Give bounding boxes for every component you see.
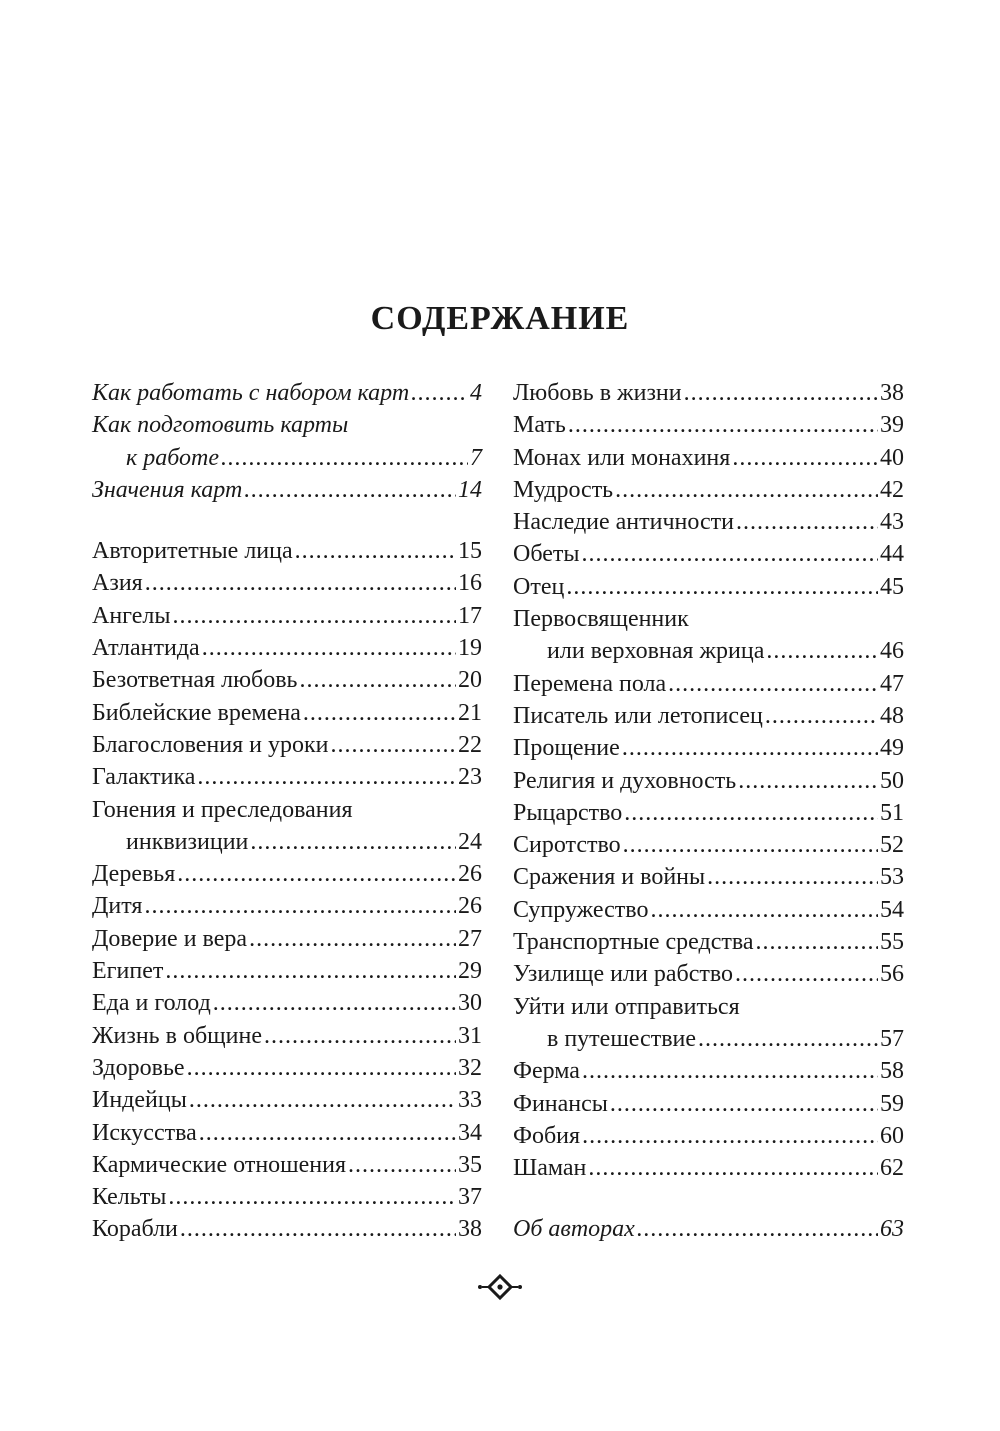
toc-entry-label: инквизиции — [126, 828, 249, 855]
toc-page-number: 51 — [880, 799, 904, 826]
toc-entry — [513, 829, 904, 861]
toc-dot-leader — [168, 1181, 456, 1213]
toc-page-number: 39 — [880, 412, 904, 439]
toc-dot-leader — [172, 600, 456, 632]
toc-dot-leader — [615, 474, 878, 506]
toc-entry-label: Кармические отношения — [92, 1151, 347, 1178]
toc-entry-label: Здоровье — [92, 1054, 185, 1081]
toc-entry-label: Гонения и преследования — [92, 796, 353, 823]
toc-entry-label: к работе — [126, 444, 219, 471]
toc-page-number: 22 — [458, 731, 482, 758]
toc-entry — [92, 858, 482, 890]
toc-dot-leader — [582, 1055, 878, 1087]
toc-entry-label: Еда и голод — [92, 990, 211, 1017]
toc-entry — [92, 1117, 482, 1149]
toc-entry — [513, 765, 904, 797]
toc-page-number: 62 — [880, 1155, 904, 1182]
toc-page-number: 50 — [880, 767, 904, 794]
toc-entry-label: Перемена пола — [513, 670, 667, 697]
toc-page-number: 57 — [880, 1025, 904, 1052]
toc-entry-heading — [92, 794, 482, 826]
toc-page-number: 38 — [458, 1216, 482, 1243]
toc-entry — [92, 1052, 482, 1084]
toc-entry-label: Транспортные средства — [513, 929, 754, 956]
toc-entry — [92, 1084, 482, 1116]
toc-entry-label: Жизнь в общине — [92, 1022, 262, 1049]
toc-dot-leader — [588, 1152, 878, 1184]
toc-entry-label: Финансы — [513, 1090, 608, 1117]
toc-entry — [92, 664, 482, 696]
toc-dot-leader — [650, 894, 878, 926]
toc-dot-leader — [738, 765, 878, 797]
toc-page-number: 46 — [880, 638, 904, 665]
toc-entry-label: Кельты — [92, 1184, 167, 1211]
toc-page-number: 44 — [880, 541, 904, 568]
toc-dot-leader — [684, 377, 878, 409]
toc-entry — [92, 761, 482, 793]
toc-entry-label: Как работать с набором карт — [92, 380, 410, 406]
toc-page-number: 4 — [470, 380, 482, 406]
toc-entry — [92, 535, 482, 567]
toc-entry — [513, 409, 904, 441]
toc-page-number: 49 — [880, 735, 904, 762]
toc-page-number: 38 — [880, 380, 904, 406]
toc-page-number: 26 — [458, 893, 482, 920]
toc-page-number: 45 — [880, 573, 904, 600]
toc-page-number: 19 — [458, 635, 482, 662]
toc-entry-label: Сиротство — [513, 832, 621, 859]
toc-entry-label: в путешествие — [547, 1025, 697, 1052]
toc-dot-leader — [221, 442, 468, 474]
toc-dot-leader — [736, 506, 878, 538]
toc-entry — [92, 1213, 482, 1245]
toc-entry — [513, 538, 904, 570]
toc-entry-label: Искусства — [92, 1119, 197, 1146]
toc-page-number: 30 — [458, 990, 482, 1017]
toc-entry — [513, 1023, 904, 1055]
toc-entry-heading — [92, 409, 482, 441]
toc-page-number: 40 — [880, 444, 904, 471]
toc-page-number: 63 — [880, 1216, 904, 1243]
toc-page-number: 7 — [470, 444, 482, 471]
toc-dot-leader — [348, 1149, 456, 1181]
toc-column-right — [513, 377, 904, 1246]
toc-entry-label: Первосвященник — [513, 606, 689, 633]
toc-entry-label: Уйти или отправиться — [513, 993, 740, 1020]
toc-entry — [92, 1181, 482, 1213]
toc-entry — [92, 377, 482, 409]
toc-page-number: 47 — [880, 670, 904, 697]
toc-entry-label: Благословения и уроки — [92, 731, 329, 758]
toc-page-number: 31 — [458, 1022, 482, 1049]
toc-entry-label: Сражения и войны — [513, 864, 706, 891]
toc-page-number: 53 — [880, 864, 904, 891]
toc-dot-leader — [756, 926, 878, 958]
toc-dot-leader — [145, 567, 456, 599]
toc-dot-leader — [765, 700, 878, 732]
toc-entry-label: Индейцы — [92, 1087, 187, 1114]
toc-page-number: 52 — [880, 832, 904, 859]
toc-entry — [513, 1152, 904, 1184]
toc-entry-label: Наследие античности — [513, 509, 734, 536]
toc-entry — [513, 442, 904, 474]
toc-column-left — [92, 377, 482, 1246]
toc-page-number: 55 — [880, 929, 904, 956]
toc-entry — [92, 955, 482, 987]
toc-dot-leader — [622, 732, 878, 764]
toc-page-number: 24 — [458, 828, 482, 855]
toc-entry-label: Доверие и вера — [92, 925, 248, 952]
toc-entry-label: Супружество — [513, 896, 649, 923]
toc-entry-label: Отец — [513, 573, 565, 600]
toc-dot-leader — [264, 1020, 456, 1052]
toc-dot-leader — [300, 664, 457, 696]
toc-entry — [513, 571, 904, 603]
toc-dot-leader — [330, 729, 456, 761]
toc-entry — [513, 1055, 904, 1087]
toc-page-number: 17 — [458, 602, 482, 629]
toc-entry — [92, 567, 482, 599]
toc-dot-leader — [582, 1120, 878, 1152]
toc-entry-label: Ангелы — [92, 602, 171, 629]
toc-page-number: 33 — [458, 1087, 482, 1114]
toc-page-number: 15 — [458, 538, 482, 565]
toc-entry-label: Как подготовить карты — [92, 412, 349, 439]
toc-entry-label: Мудрость — [513, 476, 614, 503]
toc-entry-heading — [513, 991, 904, 1023]
toc-entry-label: Безответная любовь — [92, 667, 298, 694]
toc-page-number: 23 — [458, 764, 482, 791]
toc-entry-label: Фобия — [513, 1122, 581, 1149]
toc-entry-label: Любовь в жизни — [513, 380, 682, 406]
toc-dot-leader — [624, 797, 878, 829]
toc-entry-label: Обеты — [513, 541, 580, 568]
toc-dot-leader — [707, 861, 878, 893]
toc-entry — [513, 926, 904, 958]
toc-entry-label: Мать — [513, 412, 566, 439]
toc-page-number: 48 — [880, 702, 904, 729]
toc-dot-leader — [610, 1088, 878, 1120]
toc-dot-leader — [582, 538, 879, 570]
toc-dot-leader — [244, 474, 456, 506]
toc-entry — [513, 1120, 904, 1152]
toc-entry — [513, 377, 904, 409]
toc-dot-leader — [250, 826, 456, 858]
toc-page-number: 43 — [880, 509, 904, 536]
toc-entry — [513, 958, 904, 990]
toc-dot-leader — [189, 1084, 456, 1116]
toc-entry — [92, 600, 482, 632]
toc-entry-label: Значения карт — [92, 476, 243, 503]
toc-dot-leader — [732, 442, 878, 474]
toc-page-number: 59 — [880, 1090, 904, 1117]
toc-entry — [513, 635, 904, 667]
toc-entry-label: Авторитетные лица — [92, 538, 293, 565]
toc-entry-label: Узилище или рабство — [513, 961, 733, 988]
toc-entry-label: Монах или монахиня — [513, 444, 731, 471]
toc-page-number: 20 — [458, 667, 482, 694]
toc-dot-leader — [637, 1213, 878, 1245]
toc-page-number: 32 — [458, 1054, 482, 1081]
toc-page-number: 37 — [458, 1184, 482, 1211]
toc-page-number: 35 — [458, 1151, 482, 1178]
toc-dot-leader — [249, 923, 456, 955]
toc-page-number: 54 — [880, 896, 904, 923]
toc-dot-leader — [568, 409, 878, 441]
toc-entry-label: Атлантида — [92, 635, 200, 662]
toc-entry — [513, 732, 904, 764]
toc-entry — [92, 1149, 482, 1181]
toc-page-number: 56 — [880, 961, 904, 988]
toc-dot-leader — [766, 635, 878, 667]
toc-entry — [513, 474, 904, 506]
toc-entry — [513, 700, 904, 732]
toc-entry-label: Библейские времена — [92, 699, 301, 726]
toc-dot-leader — [213, 987, 456, 1019]
toc-page-number: 26 — [458, 861, 482, 888]
toc-page-number: 42 — [880, 476, 904, 503]
toc-dot-leader — [202, 632, 456, 664]
toc-dot-leader — [735, 958, 878, 990]
toc-entry-label: Дитя — [92, 893, 143, 920]
toc-entry — [513, 861, 904, 893]
toc-dot-leader — [411, 377, 468, 409]
toc-entry — [513, 1213, 904, 1245]
toc-dot-leader — [199, 1117, 456, 1149]
toc-dot-leader — [180, 1213, 456, 1245]
toc-entry — [92, 729, 482, 761]
toc-entry — [513, 506, 904, 538]
toc-dot-leader — [295, 535, 456, 567]
toc-entry-label: Галактика — [92, 764, 196, 791]
toc-entry — [513, 894, 904, 926]
toc-page-number: 58 — [880, 1058, 904, 1085]
toc-entry-label: Деревья — [92, 861, 176, 888]
toc-entry-label: Египет — [92, 958, 164, 985]
toc-dot-leader — [177, 858, 456, 890]
toc-entry-label: Прощение — [513, 735, 620, 762]
toc-dot-leader — [303, 697, 456, 729]
toc-dot-leader — [623, 829, 878, 861]
toc-dot-leader — [165, 955, 456, 987]
toc-dot-leader — [698, 1023, 878, 1055]
toc-entry — [513, 1088, 904, 1120]
toc-dot-leader — [187, 1052, 456, 1084]
toc-entry-label: Об авторах — [513, 1216, 635, 1243]
toc-entry — [92, 442, 482, 474]
toc-dot-leader — [668, 668, 878, 700]
toc-dot-leader — [197, 761, 456, 793]
toc-entry — [513, 668, 904, 700]
toc-entry-label: Религия и духовность — [513, 767, 737, 794]
toc-entry-label: Корабли — [92, 1216, 178, 1243]
toc-entry — [92, 987, 482, 1019]
toc-entry — [513, 797, 904, 829]
toc-entry — [92, 923, 482, 955]
toc-entry — [92, 697, 482, 729]
toc-entry — [92, 474, 482, 506]
toc-dot-leader — [144, 890, 456, 922]
toc-entry — [92, 1020, 482, 1052]
toc-entry-label: Ферма — [513, 1058, 580, 1085]
toc-entry — [92, 890, 482, 922]
diamond-ornament-icon — [475, 1272, 525, 1302]
toc-entry-label: или верховная жрица — [547, 638, 765, 665]
toc-entry-heading — [513, 603, 904, 635]
toc-page-number: 14 — [458, 476, 482, 503]
toc-page-number: 29 — [458, 958, 482, 985]
toc-page-number: 60 — [880, 1122, 904, 1149]
toc-entry — [92, 826, 482, 858]
toc-page-number: 16 — [458, 570, 482, 597]
toc-entry — [92, 632, 482, 664]
toc-dot-leader — [566, 571, 878, 603]
toc-page-number: 34 — [458, 1119, 482, 1146]
toc-page-number: 21 — [458, 699, 482, 726]
toc-entry-label: Азия — [92, 570, 143, 597]
toc-page-number: 27 — [458, 925, 482, 952]
toc-entry-label: Рыцарство — [513, 799, 623, 826]
page-title: СОДЕРЖАНИЕ — [370, 300, 630, 337]
toc-entry-label: Писатель или летописец — [513, 702, 763, 729]
toc-entry-label: Шаман — [513, 1155, 587, 1182]
